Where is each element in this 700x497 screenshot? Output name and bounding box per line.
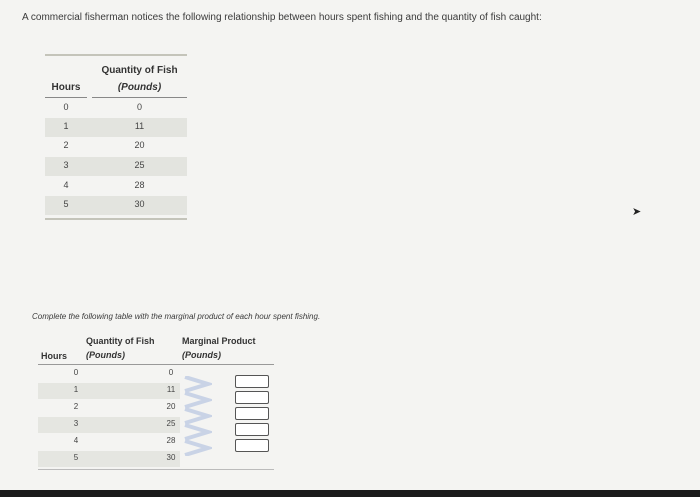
chevron-column — [182, 376, 212, 456]
hours-header: Hours — [51, 82, 81, 93]
hours-cell: 2 — [63, 140, 69, 150]
header-rule — [45, 97, 87, 98]
quantity-unit-header: (Pounds) — [117, 82, 162, 93]
marginal-product-input-hour-5[interactable] — [235, 439, 269, 452]
table-row — [45, 177, 187, 196]
table-row — [45, 196, 187, 215]
hours-cell: 1 — [73, 385, 79, 394]
quantity-cell: 25 — [134, 160, 145, 170]
hours-cell: 3 — [73, 419, 79, 428]
table-row — [45, 118, 187, 137]
table-row — [45, 99, 187, 118]
marginal-product-unit-header: (Pounds) — [182, 350, 221, 360]
table-bottom-border — [45, 218, 187, 220]
intro-text: A commercial fisherman notices the following relationship between hours spent fishing and the quantity of fish caught: — [22, 12, 542, 23]
marginal-product-input-hour-4[interactable] — [235, 423, 269, 436]
hours-cell: 0 — [73, 368, 79, 377]
quantity-cell: 0 — [136, 102, 142, 112]
quantity-unit-header: (Pounds) — [86, 350, 125, 360]
quantity-cell: 20 — [134, 140, 145, 150]
quantity-cell: 28 — [134, 180, 145, 190]
hours-cell: 2 — [73, 402, 79, 411]
quantity-header: Quantity of Fish — [101, 65, 178, 76]
header-rule — [38, 364, 274, 365]
hours-cell: 3 — [63, 160, 69, 170]
table-row — [38, 417, 180, 433]
table-row — [38, 451, 180, 467]
chevron-right-icon — [185, 409, 208, 423]
quantity-cell: 20 — [166, 402, 176, 411]
table-bottom-border — [38, 469, 274, 470]
marginal-product-input-hour-3[interactable] — [235, 407, 269, 420]
hours-cell: 5 — [73, 453, 79, 462]
chevron-right-icon — [185, 441, 208, 455]
bottom-edge — [0, 490, 700, 497]
chevron-right-icon — [185, 425, 208, 439]
hours-cell: 5 — [63, 199, 69, 209]
quantity-cell: 30 — [166, 453, 176, 462]
table-row — [38, 400, 180, 416]
chevron-right-icon — [185, 393, 208, 407]
hours-cell: 4 — [63, 180, 69, 190]
quantity-cell: 28 — [166, 436, 176, 445]
header-rule — [92, 97, 187, 98]
quantity-cell: 11 — [134, 121, 145, 131]
quantity-cell: 0 — [168, 368, 174, 377]
table-top-border — [45, 54, 187, 56]
hours-cell: 0 — [63, 102, 69, 112]
instruction-text: Complete the following table with the marginal product of each hour spent fishing. — [32, 312, 321, 321]
marginal-product-input-hour-1[interactable] — [235, 375, 269, 388]
hours-cell: 1 — [63, 121, 69, 131]
table-row — [38, 383, 180, 399]
table-row — [45, 157, 187, 176]
table-row — [38, 434, 180, 450]
quantity-cell: 25 — [166, 419, 176, 428]
quantity-header: Quantity of Fish — [86, 336, 155, 346]
table-row — [45, 137, 187, 156]
quantity-cell: 30 — [134, 199, 145, 209]
hours-cell: 4 — [73, 436, 79, 445]
marginal-product-header: Marginal Product — [182, 336, 256, 346]
marginal-product-input-hour-2[interactable] — [235, 391, 269, 404]
chevron-right-icon — [185, 377, 208, 391]
quantity-cell: 11 — [166, 385, 176, 394]
table-row — [38, 366, 180, 382]
mouse-pointer-icon: ➤ — [632, 206, 642, 218]
hours-header: Hours — [41, 351, 68, 361]
